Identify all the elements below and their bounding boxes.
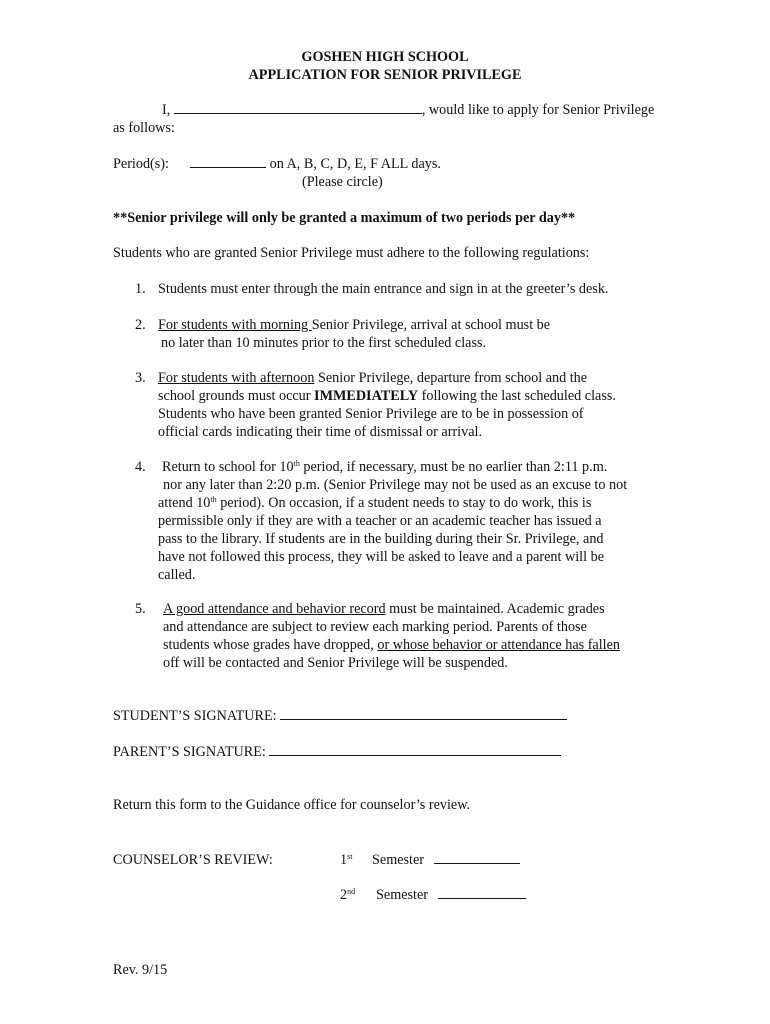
rule-text-line xyxy=(158,494,627,512)
form-title: APPLICATION FOR SENIOR PRIVILEGE xyxy=(248,67,522,83)
rule-text-line xyxy=(158,387,616,405)
rule-text-part: period). On occasion, if a student needs to stay to do work, this is xyxy=(216,495,592,511)
rule-text-part: students whose grades have dropped, xyxy=(163,637,378,653)
rule-text: Students must enter through the main entrance and sign in at the greeter’s desk. xyxy=(158,281,609,297)
rule-text-rest: Senior Privilege, departure from school and the xyxy=(314,370,588,386)
rule-text-rest: Senior Privilege, arrival at school must be xyxy=(311,317,551,333)
rule-text-rest: must be maintained. Academic grades xyxy=(385,601,605,617)
parent-signature-field[interactable] xyxy=(269,743,561,756)
parent-signature-line xyxy=(113,743,561,761)
semester-label: Semester xyxy=(372,852,425,868)
max-periods-notice: **Senior privilege will only be granted a maximum of two periods per day** xyxy=(113,210,576,226)
rule-text-line: called. xyxy=(158,567,196,583)
parent-signature-label: PARENT’S SIGNATURE: xyxy=(113,744,266,760)
semester-number: 2 xyxy=(340,887,348,903)
rule-text-part: period, if necessary, must be no earlier than 2:11 p.m. xyxy=(299,459,608,475)
rule-number: 5. xyxy=(135,601,146,617)
semester-label: Semester xyxy=(376,887,429,903)
semester-1-blank[interactable] xyxy=(434,851,520,864)
semester-1-line xyxy=(340,851,352,869)
rule-text-line xyxy=(163,636,620,654)
ordinal-suffix: th xyxy=(210,495,217,504)
student-signature-label: STUDENT’S SIGNATURE: xyxy=(113,708,277,724)
rule-text xyxy=(158,458,627,476)
period-line xyxy=(113,155,441,173)
rule-underlined: or whose behavior or attendance has fallen xyxy=(377,637,621,653)
rule-text xyxy=(163,600,620,618)
rule-text-line: and attendance are subject to review each marking period. Parents of those xyxy=(163,619,587,635)
rule-text-part: school grounds must occur xyxy=(158,388,315,404)
ordinal-suffix: st xyxy=(347,852,353,861)
student-signature-line xyxy=(113,707,567,725)
semester-2-field xyxy=(376,886,526,904)
intro-pronoun: I, xyxy=(162,102,171,118)
rule-text xyxy=(158,316,550,334)
rule-text-part: following the last scheduled class. xyxy=(418,388,616,404)
return-instructions: Return this form to the Guidance office for counselor’s review. xyxy=(113,797,471,813)
semester-number: 1 xyxy=(340,852,348,868)
rule-text-line: no later than 10 minutes prior to the first scheduled class. xyxy=(161,335,487,351)
rule-text xyxy=(158,369,616,387)
rule-text-line: official cards indicating their time of dismissal or arrival. xyxy=(158,424,482,440)
revision-footer: Rev. 9/15 xyxy=(113,962,168,978)
intro-line xyxy=(162,101,654,119)
semester-2-line xyxy=(340,886,355,904)
ordinal-suffix: nd xyxy=(347,887,356,896)
semester-1-field xyxy=(372,851,520,869)
intro-rest: , would like to apply for Senior Privilege xyxy=(421,102,655,118)
ordinal-suffix: th xyxy=(293,459,300,468)
period-options: on A, B, C, D, E, F ALL days. xyxy=(269,156,441,172)
rule-text-part: attend 10 xyxy=(158,495,211,511)
student-signature-field[interactable] xyxy=(280,707,567,720)
rule-underlined: A good attendance and behavior record xyxy=(163,601,386,617)
rule-text-line: have not followed this process, they will be asked to leave and a parent will be xyxy=(158,549,604,565)
rule-text-line: Students who have been granted Senior Privilege are to be in possession of xyxy=(158,406,584,422)
rule-text-part: Return to school for 10 xyxy=(162,459,294,475)
rule-text-line: nor any later than 2:20 p.m. (Senior Privilege may not be used as an excuse to not xyxy=(163,477,628,493)
rule-underlined: For students with afternoon xyxy=(158,370,315,386)
rule-text-line: pass to the library. If students are in the building during their Sr. Privilege, and xyxy=(158,531,604,547)
name-blank[interactable] xyxy=(174,101,422,114)
rule-number: 1. xyxy=(135,281,146,297)
rule-number: 3. xyxy=(135,370,146,386)
period-label: Period(s): xyxy=(113,156,169,172)
rule-underlined: For students with morning xyxy=(158,317,312,333)
rule-number: 2. xyxy=(135,317,146,333)
period-blank[interactable] xyxy=(190,155,266,168)
period-note: (Please circle) xyxy=(302,174,383,190)
rule-text-line: off will be contacted and Senior Privilege will be suspended. xyxy=(163,655,508,671)
immediately-emphasis: IMMEDIATELY xyxy=(314,388,419,404)
school-name: GOSHEN HIGH SCHOOL xyxy=(301,49,469,65)
rule-text-line: permissible only if they are with a teacher or an academic teacher has issued a xyxy=(158,513,602,529)
regulations-intro: Students who are granted Senior Privilege must adhere to the following regulations: xyxy=(113,245,590,261)
intro-line-2: as follows: xyxy=(113,120,175,136)
rule-number: 4. xyxy=(135,459,146,475)
counselor-review-label: COUNSELOR’S REVIEW: xyxy=(113,852,273,868)
semester-2-blank[interactable] xyxy=(438,886,526,899)
